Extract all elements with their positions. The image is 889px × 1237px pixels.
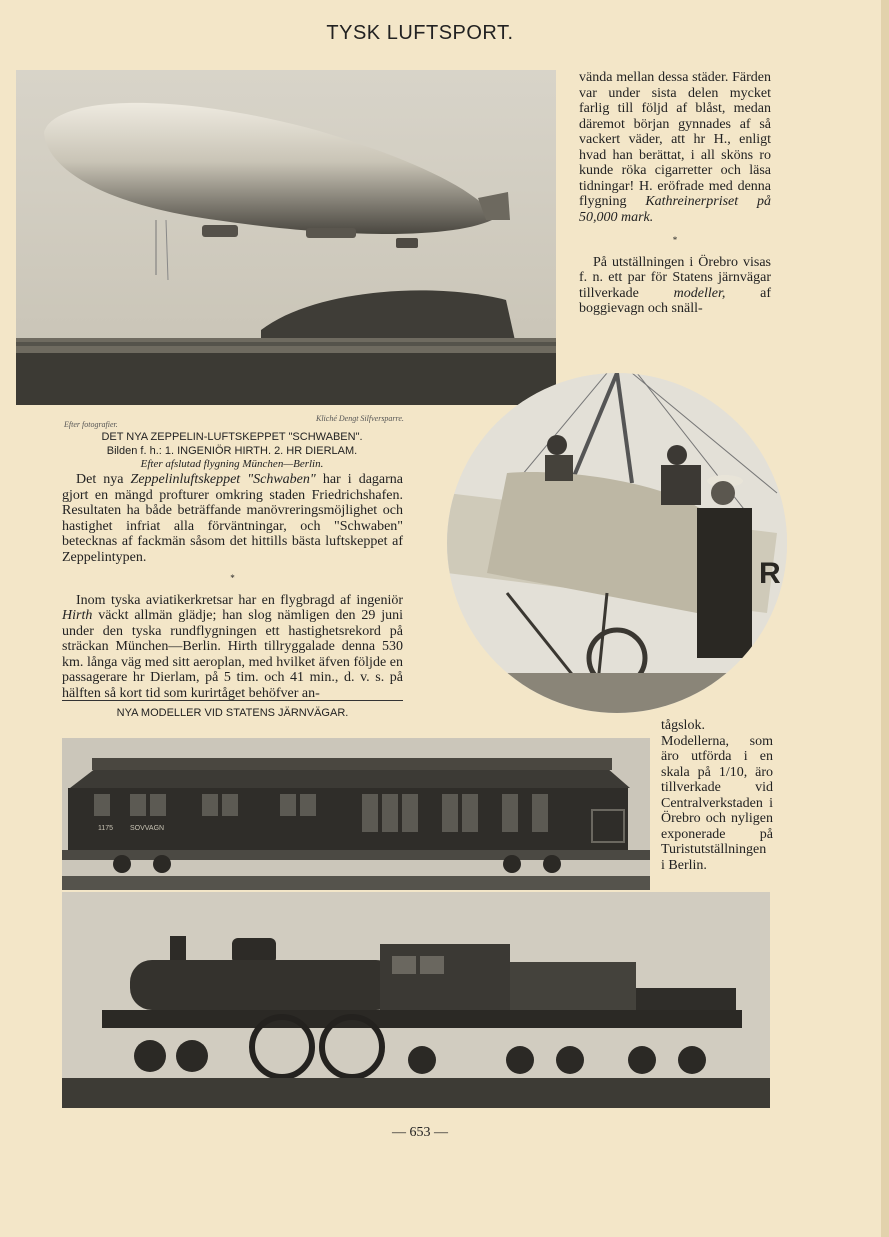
zeppelin-caption-persons: Bilden f. h.: 1. INGENIÖR HIRTH. 2. HR DIERLAM.	[106, 445, 358, 457]
zeppelin-photo-image	[16, 70, 556, 405]
railway-caption: NYA MODELLER VID STATENS JÄRNVÄGAR.	[116, 707, 349, 719]
coach-photo-image	[62, 738, 650, 890]
page-number: — 653 —	[392, 1125, 448, 1140]
zeppelin-caption-flight: Efter afslutad flygning München—Berlin.	[140, 458, 324, 470]
left-paragraph-2: Inom tyska aviatikerkretsar har en flygbragd af ingeniör Hirth väckt allmän glädje; han slog nämligen den 29 juni under den tyska rundflygningen ett hastighetsrekord på sträckan München—Berlin. Hirth tillryggalade denna 530 km. långa väg med sitt aeroplan, med hvilket äfven följde en passagerare hr Dierlam, på 5 tim. och 41 min., d. v. s. på hälften så kort tid som kurirtåget behöfver an-	[62, 592, 404, 701]
left-column-text	[62, 472, 403, 701]
page-edge	[881, 0, 889, 1237]
right-paragraph-2: På utställningen i Örebro visas f. n. ett par för Statens järnvägar tillverkade modeller, af boggievagn och snäll-	[579, 254, 772, 316]
aeroplane-photo	[447, 373, 787, 713]
coach-number: 1175	[98, 825, 114, 832]
page-title: TYSK LUFTSPORT.	[326, 22, 514, 44]
locomotive-photo-image	[62, 892, 770, 1108]
separator-star: *	[672, 235, 678, 245]
aeroplane-photo-image	[447, 373, 787, 713]
zeppelin-photo	[16, 70, 556, 405]
coach-photo	[62, 738, 650, 890]
right-paragraph-1: vända mellan dessa städer. Färden var under sista delen mycket farlig till följd af blåst, medan däremot början gynnades af så vackert väder, att hr H., enligt hvad han berättat, i all sköns ro kunde röka cigarretter och läsa tidningar! H. eröfrade med denna flygning Kathreinerpriset på 50,000 mark.	[579, 70, 772, 225]
zeppelin-caption-title: DET NYA ZEPPELIN-LUFTSKEPPET "SCHWABEN".	[101, 431, 363, 443]
separator-star: *	[230, 573, 235, 583]
zeppelin-cliche-credit: Kliché Dengt Silfversparre.	[316, 414, 404, 423]
left-paragraph-1: Det nya Zeppelinluftskeppet "Schwaben" har i dagarna gjort en mängd profturer omkring staden Friedrichshafen. Resultaten ha både beträffande manövreringsmöjlighet och hastighet infriat alla förväntningar, och "Schwaben" betecknas af fackmän såsom det hittills bästa luftskeppet af Zeppelintypen.	[62, 472, 404, 565]
caption-rule	[62, 700, 403, 701]
coach-label: SOVVAGN	[130, 825, 165, 832]
railway-side-paragraph: tågslok. Modellerna, som äro utförda i en skala på 1/10, äro tillverkade vid Centralverkstaden i Örebro och nyligen exponerade på Turistutställningen i Berlin.	[661, 718, 773, 873]
railway-side-text	[661, 718, 773, 873]
locomotive-photo	[62, 892, 770, 1108]
right-column-text	[579, 70, 771, 317]
aeroplane-letter: R	[759, 557, 781, 590]
zeppelin-photo-credit: Efter fotografier.	[64, 420, 118, 429]
